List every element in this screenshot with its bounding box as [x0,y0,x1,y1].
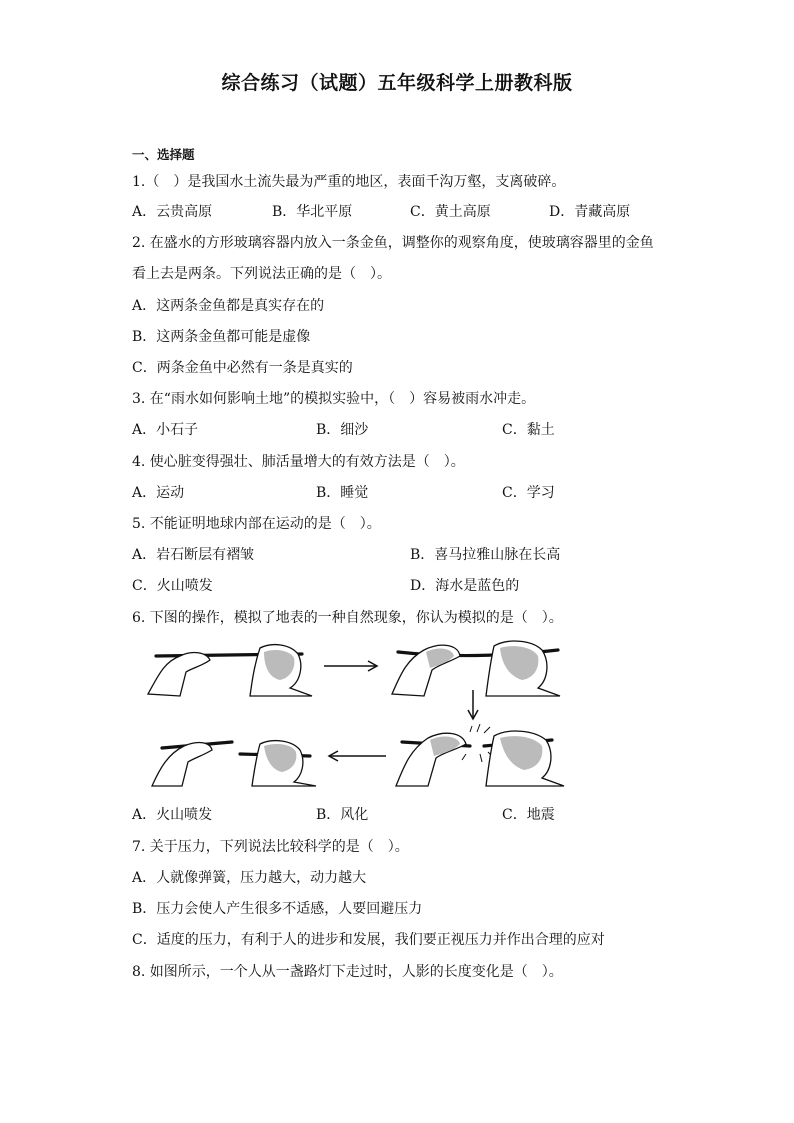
question-1-stem: 1.（ ）是我国水土流失最为严重的地区，表面千沟万壑，支离破碎。 [132,174,566,190]
q3-option-a[interactable]: A．小石子 [132,422,199,438]
question-3-stem: 3. 在“雨水如何影响土地”的模拟实验中，（ ）容易被雨水冲走。 [132,391,536,407]
q1-option-b[interactable]: B．华北平原 [272,204,353,220]
q5-option-d[interactable]: D．海水是蓝色的 [410,578,520,594]
q7-option-a[interactable]: A．人就像弹簧，压力越大，动力越大 [132,870,367,886]
question-6-stem: 6. 下图的操作，模拟了地表的一种自然现象，你认为模拟的是（ ）。 [132,610,563,626]
arrow-right [324,661,377,671]
q7-option-c[interactable]: C．适度的压力，有利于人的进步和发展，我们要正视压力并作出合理的应对 [132,932,605,948]
question-7-stem: 7. 关于压力，下列说法比较科学的是（ ）。 [132,839,409,855]
q4-option-b[interactable]: B．睡觉 [316,485,369,501]
question-2-stem-line1: 2. 在盛水的方形玻璃容器内放入一条金鱼，调整你的观察角度，使玻璃容器里的金鱼 [132,235,654,251]
q4-option-c[interactable]: C．学习 [502,485,555,501]
panel-hands-bending-stick [392,641,560,696]
panel-stick-breaking [396,724,564,786]
q3-option-b[interactable]: B．细沙 [316,422,369,438]
q2-option-b[interactable]: B．这两条金鱼都可能是虚像 [132,329,311,345]
q5-option-b[interactable]: B．喜马拉雅山脉在长高 [410,547,561,563]
question-4-stem: 4. 使心脏变得强壮、肺活量增大的有效方法是（ ）。 [132,454,465,470]
arrow-left [329,751,386,761]
page-title: 综合练习（试题）五年级科学上册教科版 [221,72,573,94]
q6-option-c[interactable]: C．地震 [502,807,555,823]
q1-option-c[interactable]: C．黄土高原 [410,204,491,220]
q1-option-d[interactable]: D．青藏高原 [549,204,631,220]
q2-option-a[interactable]: A．这两条金鱼都是真实存在的 [132,298,325,314]
question-2-stem-line2: 看上去是两条。下列说法正确的是（ ）。 [132,266,391,282]
q2-option-c[interactable]: C．两条金鱼中必然有一条是真实的 [132,360,353,376]
q4-option-a[interactable]: A．运动 [132,485,185,501]
question-5-stem: 5. 不能证明地球内部在运动的是（ ）。 [132,516,381,532]
question-8-stem: 8. 如图所示，一个人从一盏路灯下走过时，人影的长度变化是（ ）。 [132,964,563,980]
arrow-down [468,690,478,719]
q1-option-a[interactable]: A．云贵高原 [132,204,213,220]
q5-option-a[interactable]: A．岩石断层有褶皱 [132,547,255,563]
q6-option-a[interactable]: A．火山喷发 [132,807,213,823]
q7-option-b[interactable]: B．压力会使人产生很多不适感，人要回避压力 [132,901,423,917]
stick-breaking-figure [140,636,580,800]
section-heading: 一、选择题 [132,147,195,162]
q6-option-b[interactable]: B．风化 [316,807,369,823]
panel-hands-holding-stick [148,645,312,696]
q5-option-c[interactable]: C．火山喷发 [132,578,213,594]
panel-stick-broken [152,741,316,786]
q3-option-c[interactable]: C．黏土 [502,422,555,438]
